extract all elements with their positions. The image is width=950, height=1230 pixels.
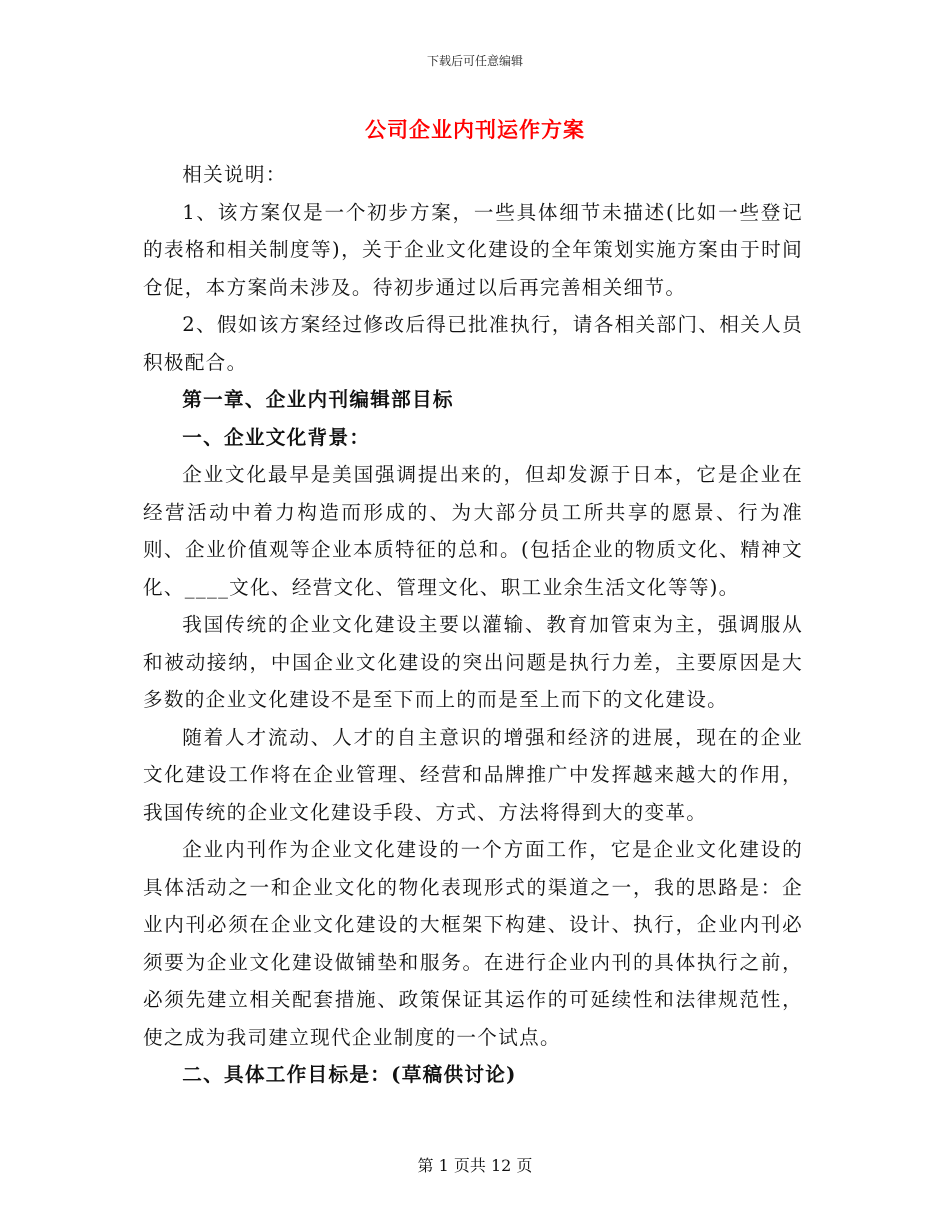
paragraph-background-2: 我国传统的企业文化建设主要以灌输、教育加管束为主，强调服从和被动接纳，中国企业文化建设的突出问题是执行力差，主要原因是大多数的企业文化建设不是至下而上的而是至上而下的文化建设。	[143, 613, 803, 711]
paragraph-background-4: 企业内刊作为企业文化建设的一个方面工作，它是企业文化建设的具体活动之一和企业文化的物化表现形式的渠道之一，我的思路是：企业内刊必须在企业文化建设的大框架下构建、设计、执行，企业内刊必须要为企业文化建设做铺垫和服务。在进行企业内刊的具体执行之前，必须先建立相关配套措施、政策保证其运作的可延续性和法律规范性，使之成为我司建立现代企业制度的一个试点。	[143, 838, 803, 1049]
section-heading-goals: 二、具体工作目标是：(草稿供讨论)	[182, 1063, 517, 1086]
section-heading-background: 一、企业文化背景：	[182, 425, 371, 449]
paragraph-note-2: 2、假如该方案经过修改后得已批准执行，请各相关部门、相关人员积极配合。	[143, 313, 803, 374]
paragraph-background-1: 企业文化最早是美国强调提出来的，但却发源于日本，它是企业在经营活动中着力构造而形成的、为大部分员工所共享的愿景、行为准则、企业价值观等企业本质特征的总和。(包括企业的物质文化、精神文化、____文化、经营文化、管理文化、职工业余生活文化等等)。	[143, 463, 803, 599]
page-number-footer: 第 1 页共 12 页	[417, 1156, 533, 1175]
document-title: 公司企业内刊运作方案	[365, 117, 585, 142]
page-header-note: 下载后可任意编辑	[426, 54, 523, 68]
paragraph-note-1: 1、该方案仅是一个初步方案，一些具体细节未描述(比如一些登记的表格和相关制度等)，关于企业文化建设的全年策划实施方案由于时间仓促，本方案尚未涉及。待初步通过以后再完善相关细节。	[143, 200, 803, 299]
paragraph-background-3: 随着人才流动、人才的自主意识的增强和经济的进展，现在的企业文化建设工作将在企业管理、经营和品牌推广中发挥越来越大的作用，我国传统的企业文化建设手段、方式、方法将得到大的变革。	[143, 725, 803, 824]
document-body	[143, 156, 803, 1094]
chapter-heading: 第一章、企业内刊编辑部目标	[182, 388, 454, 411]
paragraph-notes-heading: 相关说明：	[182, 163, 287, 186]
